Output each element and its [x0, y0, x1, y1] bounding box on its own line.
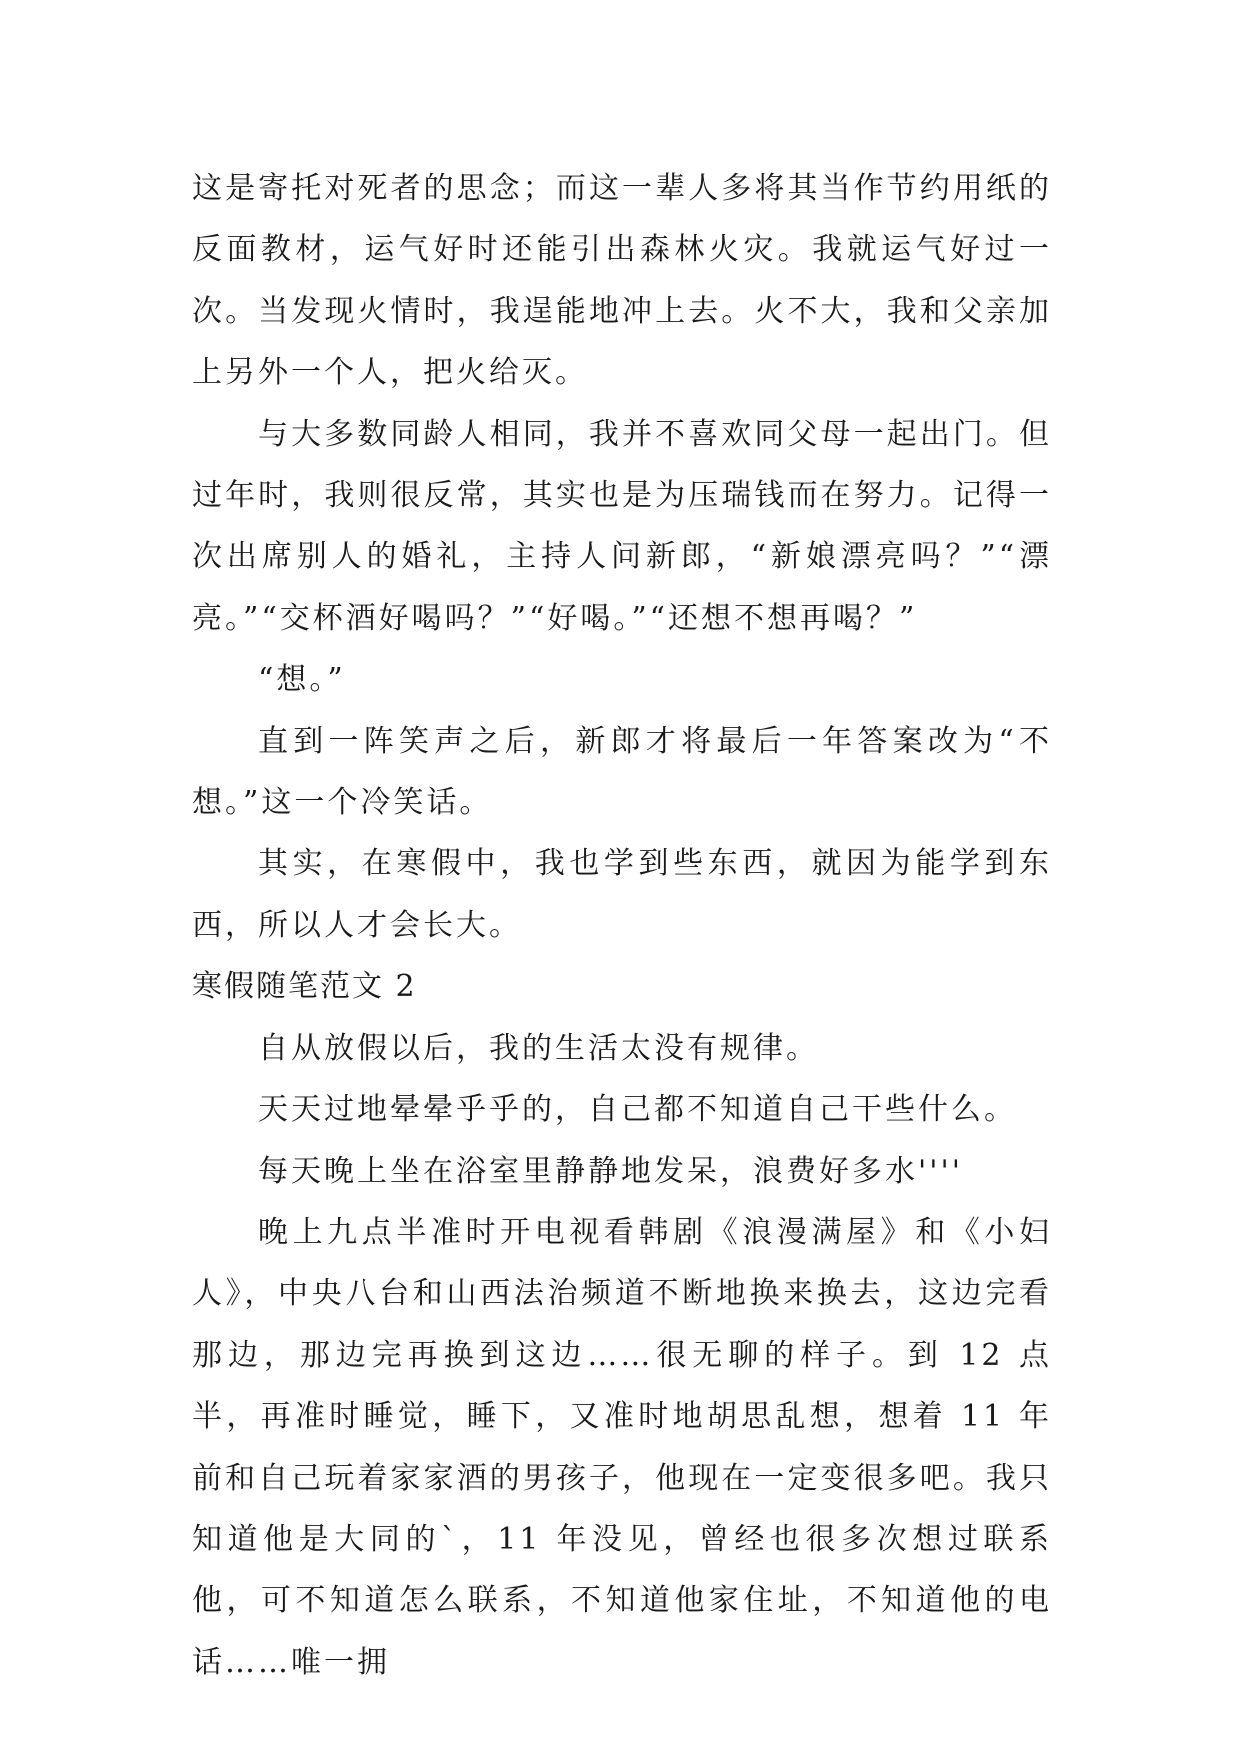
paragraph-4: 直到一阵笑声之后，新郎才将最后一年答案改为“不想。”这一个冷笑话。: [192, 723, 1052, 821]
paragraph-9: 晚上九点半准时开电视看韩剧《浪漫满屋》和《小妇人》，中央八台和山西法治频道不断地换来换去，这边完看那边，那边完再换到这边……很无聊的样子。到 12 点半，再准时睡觉，睡下，又准时地胡思乱想，想着 11 年前和自己玩着家家酒的男孩子，他现在一定变很多吧。我只知道他是大同的`，11 年没见，曾经也很多次想过联系他，可不知道怎么联系，不知道他家住址，不知道他的电话……唯一拥: [192, 1214, 1052, 1680]
document-body: [192, 158, 1052, 1693]
paragraph-5: 其实，在寒假中，我也学到些东西，就因为能学到东西，所以人才会长大。: [192, 846, 1052, 943]
paragraph-3: “想。”: [258, 662, 346, 698]
section-heading: 寒假随笔范文 2: [192, 969, 417, 1005]
paragraph-6: 自从放假以后，我的生活太没有规律。: [258, 1030, 819, 1066]
paragraph-2: 与大多数同龄人相同，我并不喜欢同父母一起出门。但过年时，我则很反常，其实也是为压瑞钱而在努力。记得一次出席别人的婚礼，主持人问新郎，“新娘漂亮吗？”“漂亮。”“交杯酒好喝吗？”“好喝。”“还想不想再喝？”: [192, 416, 1052, 636]
paragraph-7: 天天过地晕晕乎乎的，自己都不知道自己干些什么。: [258, 1092, 1017, 1128]
paragraph-8: 每天晚上坐在浴室里静静地发呆，浪费好多水'''': [258, 1153, 963, 1189]
paragraph-1: 这是寄托对死者的思念；而这一辈人多将其当作节约用纸的反面教材，运气好时还能引出森林火灾。我就运气好过一次。当发现火情时，我逞能地冲上去。火不大，我和父亲加上另外一个人，把火给灭。: [192, 171, 1052, 391]
